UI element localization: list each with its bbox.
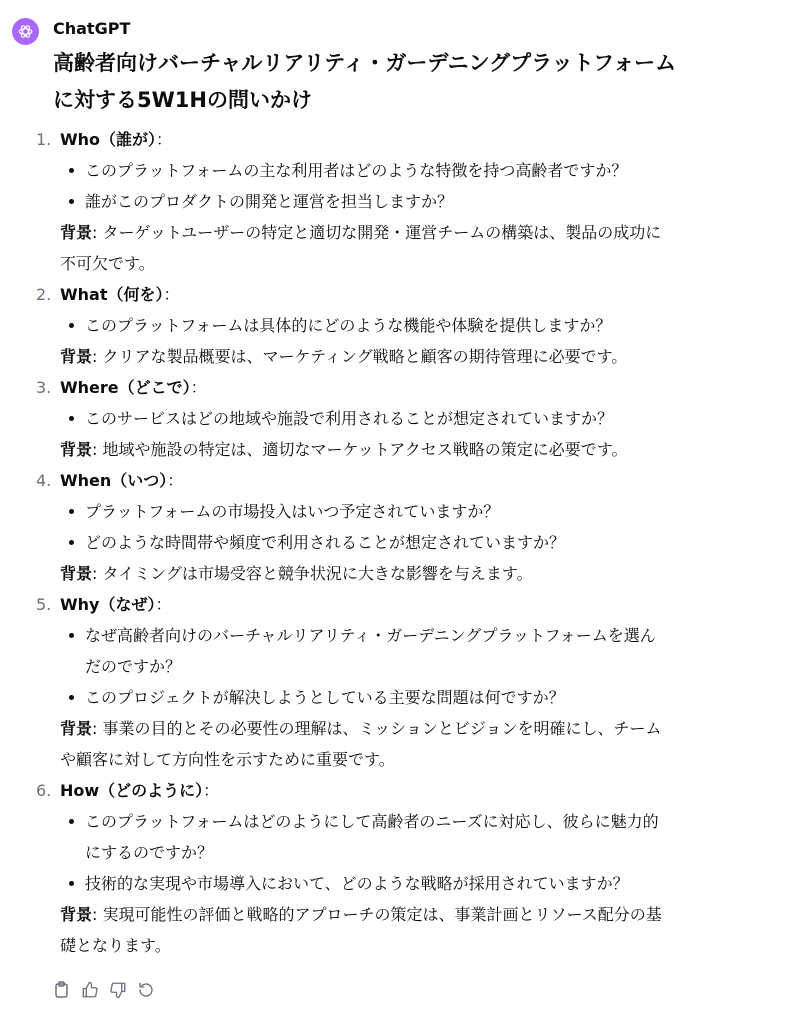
background-body: : 事業の目的とその必要性の理解は、ミッションとビジョンを明確にし、チーム xyxy=(92,719,662,738)
background-line xyxy=(0,558,786,589)
thumbs-up-icon xyxy=(81,981,99,999)
background-body: や顧客に対して方向性を示すために重要です。 xyxy=(60,750,395,769)
section-heading-text: Who（誰が） xyxy=(60,130,157,149)
background-label: 背景 xyxy=(60,347,93,366)
list-number: 5. xyxy=(36,595,52,614)
section-heading: How（どのように）： xyxy=(60,781,220,800)
openai-logo-icon xyxy=(17,23,34,40)
background-text xyxy=(60,713,662,744)
section-heading-line xyxy=(0,372,786,403)
background-body: : タイミングは市場受容と競争状況に大きな影響を与えます。 xyxy=(92,564,533,583)
list-item xyxy=(0,465,786,589)
background-text xyxy=(60,341,627,372)
bullet-dot-icon xyxy=(69,540,74,545)
background-body: 不可欠です。 xyxy=(60,254,155,273)
background-body: : ターゲットユーザーの特定と適切な開発・運営チームの構築は、製品の成功に xyxy=(92,223,662,242)
bullet-line xyxy=(0,868,786,899)
section-heading-line xyxy=(0,589,786,620)
list-item xyxy=(0,279,786,372)
bullet-text: このプラットフォームの主な利用者はどのような特徴を持つ高齢者ですか？ xyxy=(85,161,628,180)
regenerate-button[interactable] xyxy=(136,980,156,1000)
background-label: 背景 xyxy=(60,564,93,583)
bullet-line xyxy=(0,620,786,651)
list-number: 2. xyxy=(36,285,52,304)
bullet-dot-icon xyxy=(69,323,74,328)
bullet-line xyxy=(0,682,786,713)
question-list xyxy=(0,124,786,961)
section-heading-text: Where（どこで） xyxy=(60,378,191,397)
bullet-dot-icon xyxy=(69,881,74,886)
bullet-line xyxy=(0,651,786,682)
list-item xyxy=(0,775,786,961)
thumbs-down-button[interactable] xyxy=(108,980,128,1000)
list-number: 1. xyxy=(36,130,52,149)
bullet-line xyxy=(0,806,786,837)
section-heading: What（何を）： xyxy=(60,285,180,304)
copy-icon xyxy=(54,981,70,999)
chatgpt-avatar xyxy=(12,18,39,45)
section-heading-text: Why（なぜ） xyxy=(60,595,156,614)
section-heading: Who（誰が）： xyxy=(60,130,173,149)
thumbs-up-button[interactable] xyxy=(80,980,100,1000)
background-line xyxy=(0,713,786,744)
bullet-text: プラットフォームの市場投入はいつ予定されていますか？ xyxy=(85,502,500,521)
bullet-dot-icon xyxy=(69,509,74,514)
bullet-dot-icon xyxy=(69,168,74,173)
bullet-text: このサービスはどの地域や施設で利用されることが想定されていますか？ xyxy=(85,409,614,428)
list-number: 4. xyxy=(36,471,52,490)
bullet-text: だのですか？ xyxy=(85,657,182,676)
bullet-text: このプロジェクトが解決しようとしている主要な問題は何ですか？ xyxy=(85,688,565,707)
section-heading-line xyxy=(0,124,786,155)
background-label: 背景 xyxy=(60,905,93,924)
background-line xyxy=(0,930,786,961)
section-heading: Why（なぜ）： xyxy=(60,595,172,614)
list-item xyxy=(0,372,786,465)
bullet-text: 誰がこのプロダクトの開発と運営を担当しますか？ xyxy=(85,192,454,211)
section-heading: When（いつ）： xyxy=(60,471,184,490)
bullet-text: にするのですか？ xyxy=(85,843,214,862)
background-body: : 地域や施設の特定は、適切なマーケットアクセス戦略の策定に必要です。 xyxy=(92,440,628,459)
bullet-line xyxy=(0,527,786,558)
bullet-line xyxy=(0,496,786,527)
list-number: 3. xyxy=(36,378,52,397)
title-line: に対する5W1Hの問いかけ xyxy=(53,88,312,112)
background-body: : クリアな製品概要は、マーケティング戦略と顧客の期待管理に必要です。 xyxy=(92,347,628,366)
bullet-dot-icon xyxy=(69,633,74,638)
background-label: 背景 xyxy=(60,719,93,738)
bullet-line xyxy=(0,403,786,434)
background-text xyxy=(60,248,155,279)
regenerate-icon xyxy=(137,981,155,999)
response-title xyxy=(53,45,753,119)
section-heading-line xyxy=(0,775,786,806)
bullet-text: どのような時間帯や頻度で利用されることが想定されていますか？ xyxy=(85,533,566,552)
background-text xyxy=(60,744,395,775)
bullet-text: このプラットフォームは具体的にどのような機能や体験を提供しますか？ xyxy=(85,316,612,335)
section-heading-text: How（どのように） xyxy=(60,781,204,800)
section-heading-line xyxy=(0,465,786,496)
bullet-line xyxy=(0,310,786,341)
section-heading-line xyxy=(0,279,786,310)
background-line xyxy=(0,248,786,279)
message-actions xyxy=(52,980,156,1000)
section-heading-text: When（いつ） xyxy=(60,471,168,490)
bullet-line xyxy=(0,186,786,217)
background-text xyxy=(60,217,661,248)
bullet-text: このプラットフォームはどのようにして高齢者のニーズに対応し、彼らに魅力的 xyxy=(85,812,659,831)
background-text xyxy=(60,930,171,961)
copy-button[interactable] xyxy=(52,980,72,1000)
thumbs-down-icon xyxy=(109,981,127,999)
background-body: 礎となります。 xyxy=(60,936,171,955)
list-item xyxy=(0,589,786,775)
title-line: 高齢者向けバーチャルリアリティ・ガーデニングプラットフォーム xyxy=(53,51,677,75)
background-line xyxy=(0,217,786,248)
section-heading-text: What（何を） xyxy=(60,285,164,304)
background-label: 背景 xyxy=(60,223,93,242)
background-text xyxy=(60,899,662,930)
bullet-dot-icon xyxy=(69,416,74,421)
bullet-dot-icon xyxy=(69,199,74,204)
bullet-dot-icon xyxy=(69,695,74,700)
background-line xyxy=(0,341,786,372)
bullet-line xyxy=(0,837,786,868)
sender-name: ChatGPT xyxy=(53,19,131,38)
background-text xyxy=(60,434,627,465)
list-number: 6. xyxy=(36,781,52,800)
background-line xyxy=(0,744,786,775)
background-body: : 実現可能性の評価と戦略的アプローチの策定は、事業計画とリソース配分の基 xyxy=(92,905,662,924)
list-item xyxy=(0,124,786,279)
bullet-line xyxy=(0,155,786,186)
background-line xyxy=(0,434,786,465)
bullet-dot-icon xyxy=(69,819,74,824)
background-line xyxy=(0,899,786,930)
section-heading: Where（どこで）： xyxy=(60,378,207,397)
bullet-text: なぜ高齢者向けのバーチャルリアリティ・ガーデニングプラットフォームを選ん xyxy=(85,626,656,645)
bullet-text: 技術的な実現や市場導入において、どのような戦略が採用されていますか？ xyxy=(85,874,629,893)
background-label: 背景 xyxy=(60,440,93,459)
background-text xyxy=(60,558,533,589)
